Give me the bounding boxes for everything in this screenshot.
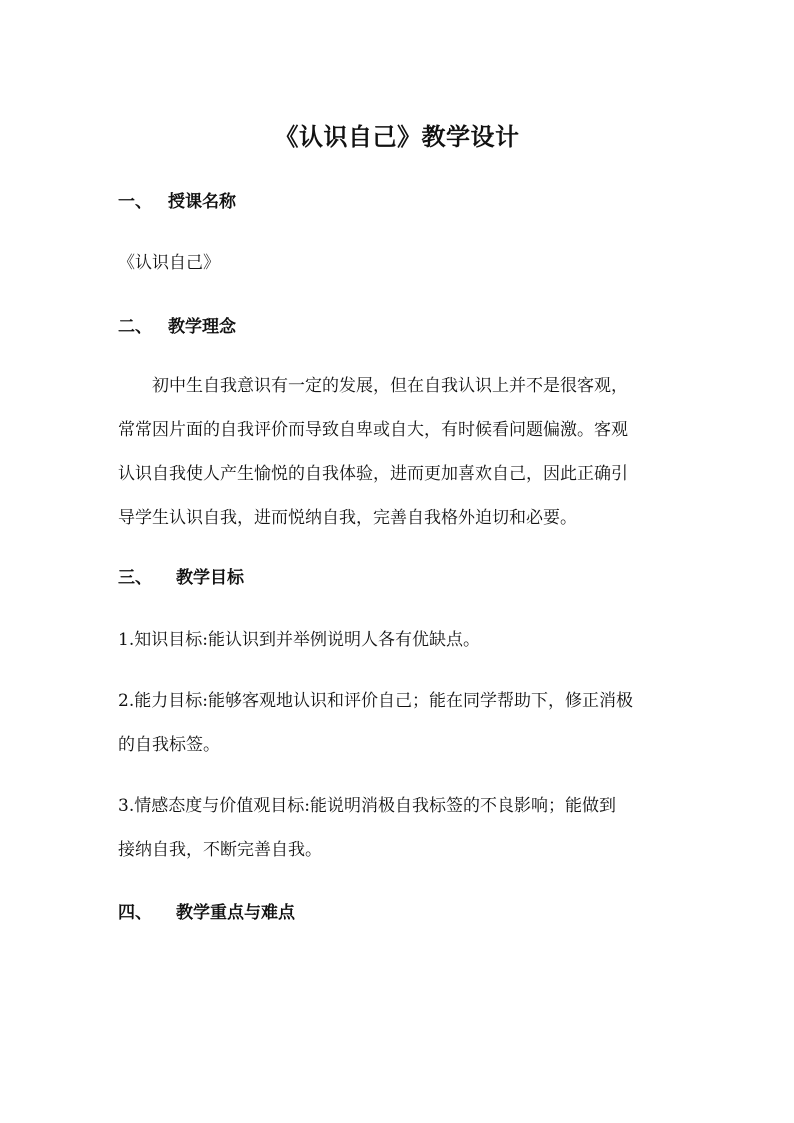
text-line: 3.情感态度与价值观目标:能说明消极自我标签的不良影响；能做到 [118,796,616,816]
philosophy-paragraph [118,364,684,540]
section-title: 教学目标 [176,568,244,588]
objective-2 [118,679,684,767]
text-line: 2.能力目标:能够客观地认识和评价自己；能在同学帮助下，修正消极 [118,691,633,711]
objective-3 [118,784,684,872]
section-title: 授课名称 [168,192,236,212]
text-line: 常常因片面的自我评价而导致自卑或自大，有时候看问题偏激。客观 [118,420,628,440]
text-line: 的自我标签。 [118,735,220,755]
section-heading-2 [118,315,236,339]
text-line: 导学生认识自我，进而悦纳自我，完善自我格外迫切和必要。 [118,508,577,528]
course-name [118,241,684,285]
document-title: 《认识自己》教学设计 [274,122,520,151]
text-line: 认识自我使人产生愉悦的自我体验，进而更加喜欢自己，因此正确引 [118,464,628,484]
section-title: 教学重点与难点 [176,903,295,923]
text-line: 接纳自我，不断完善自我。 [118,840,322,860]
section-heading-1 [118,190,236,214]
section-number: 三、 [118,568,152,588]
section-heading-4 [118,901,295,925]
section-number: 二、 [118,317,152,337]
section-number: 一、 [118,192,152,212]
text-line: 初中生自我意识有一定的发展，但在自我认识上并不是很客观， [152,376,628,396]
text-line: 《认识自己》 [118,253,220,273]
objective-1 [118,618,684,662]
text-line: 1.知识目标:能认识到并举例说明人各有优缺点。 [118,630,480,650]
section-number: 四、 [118,903,152,923]
section-heading-3 [118,566,244,590]
section-title: 教学理念 [168,317,236,337]
